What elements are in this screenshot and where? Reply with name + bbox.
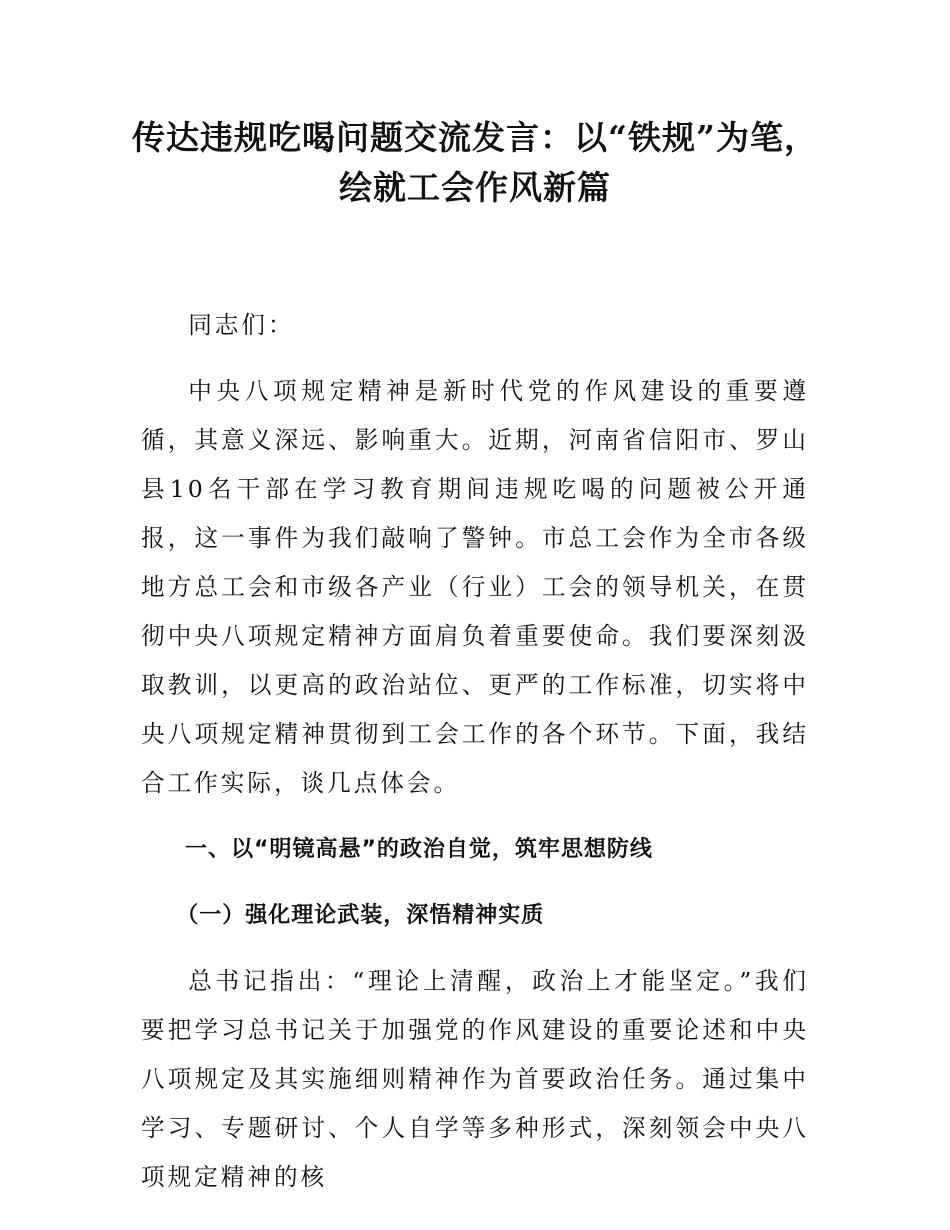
section-heading: 一、以“明镜高悬”的政治自觉，筑牢思想防线: [185, 837, 653, 862]
document-title: 传达违规吃喝问题交流发言：以“铁规”为笔，绘就工会作风新篇: [132, 118, 818, 207]
document-body: [141, 301, 809, 1219]
subsection-heading: （一）强化理论武装，深悟精神实质: [176, 903, 545, 928]
body-paragraph: 中央八项规定精神是新时代党的作风建设的重要遵循，其意义深远、影响重大。近期，河南省信阳市、罗山县10名干部在学习教育期间违规吃喝的问题被公开通报，这一事件为我们敲响了警钟。市总工会作为全市各级地方总工会和市级各产业（行业）工会的领导机关，在贯彻中央八项规定精神方面肩负着重要使命。我们要深刻汲取教训，以更高的政治站位、更严的工作标准，切实将中央八项规定精神贯彻到工会工作的各个环节。下面，我结合工作实际，谈几点体会。: [141, 377, 809, 797]
salutation: 同志们：: [188, 311, 295, 339]
body-paragraph: 总书记指出：“理论上清醒，政治上才能坚定。”我们要把学习总书记关于加强党的作风建设的重要论述和中央八项规定及其实施细则精神作为首要政治任务。通过集中学习、专题研讨、个人自学等多种形式，深刻领会中央八项规定精神的核: [141, 967, 809, 1191]
